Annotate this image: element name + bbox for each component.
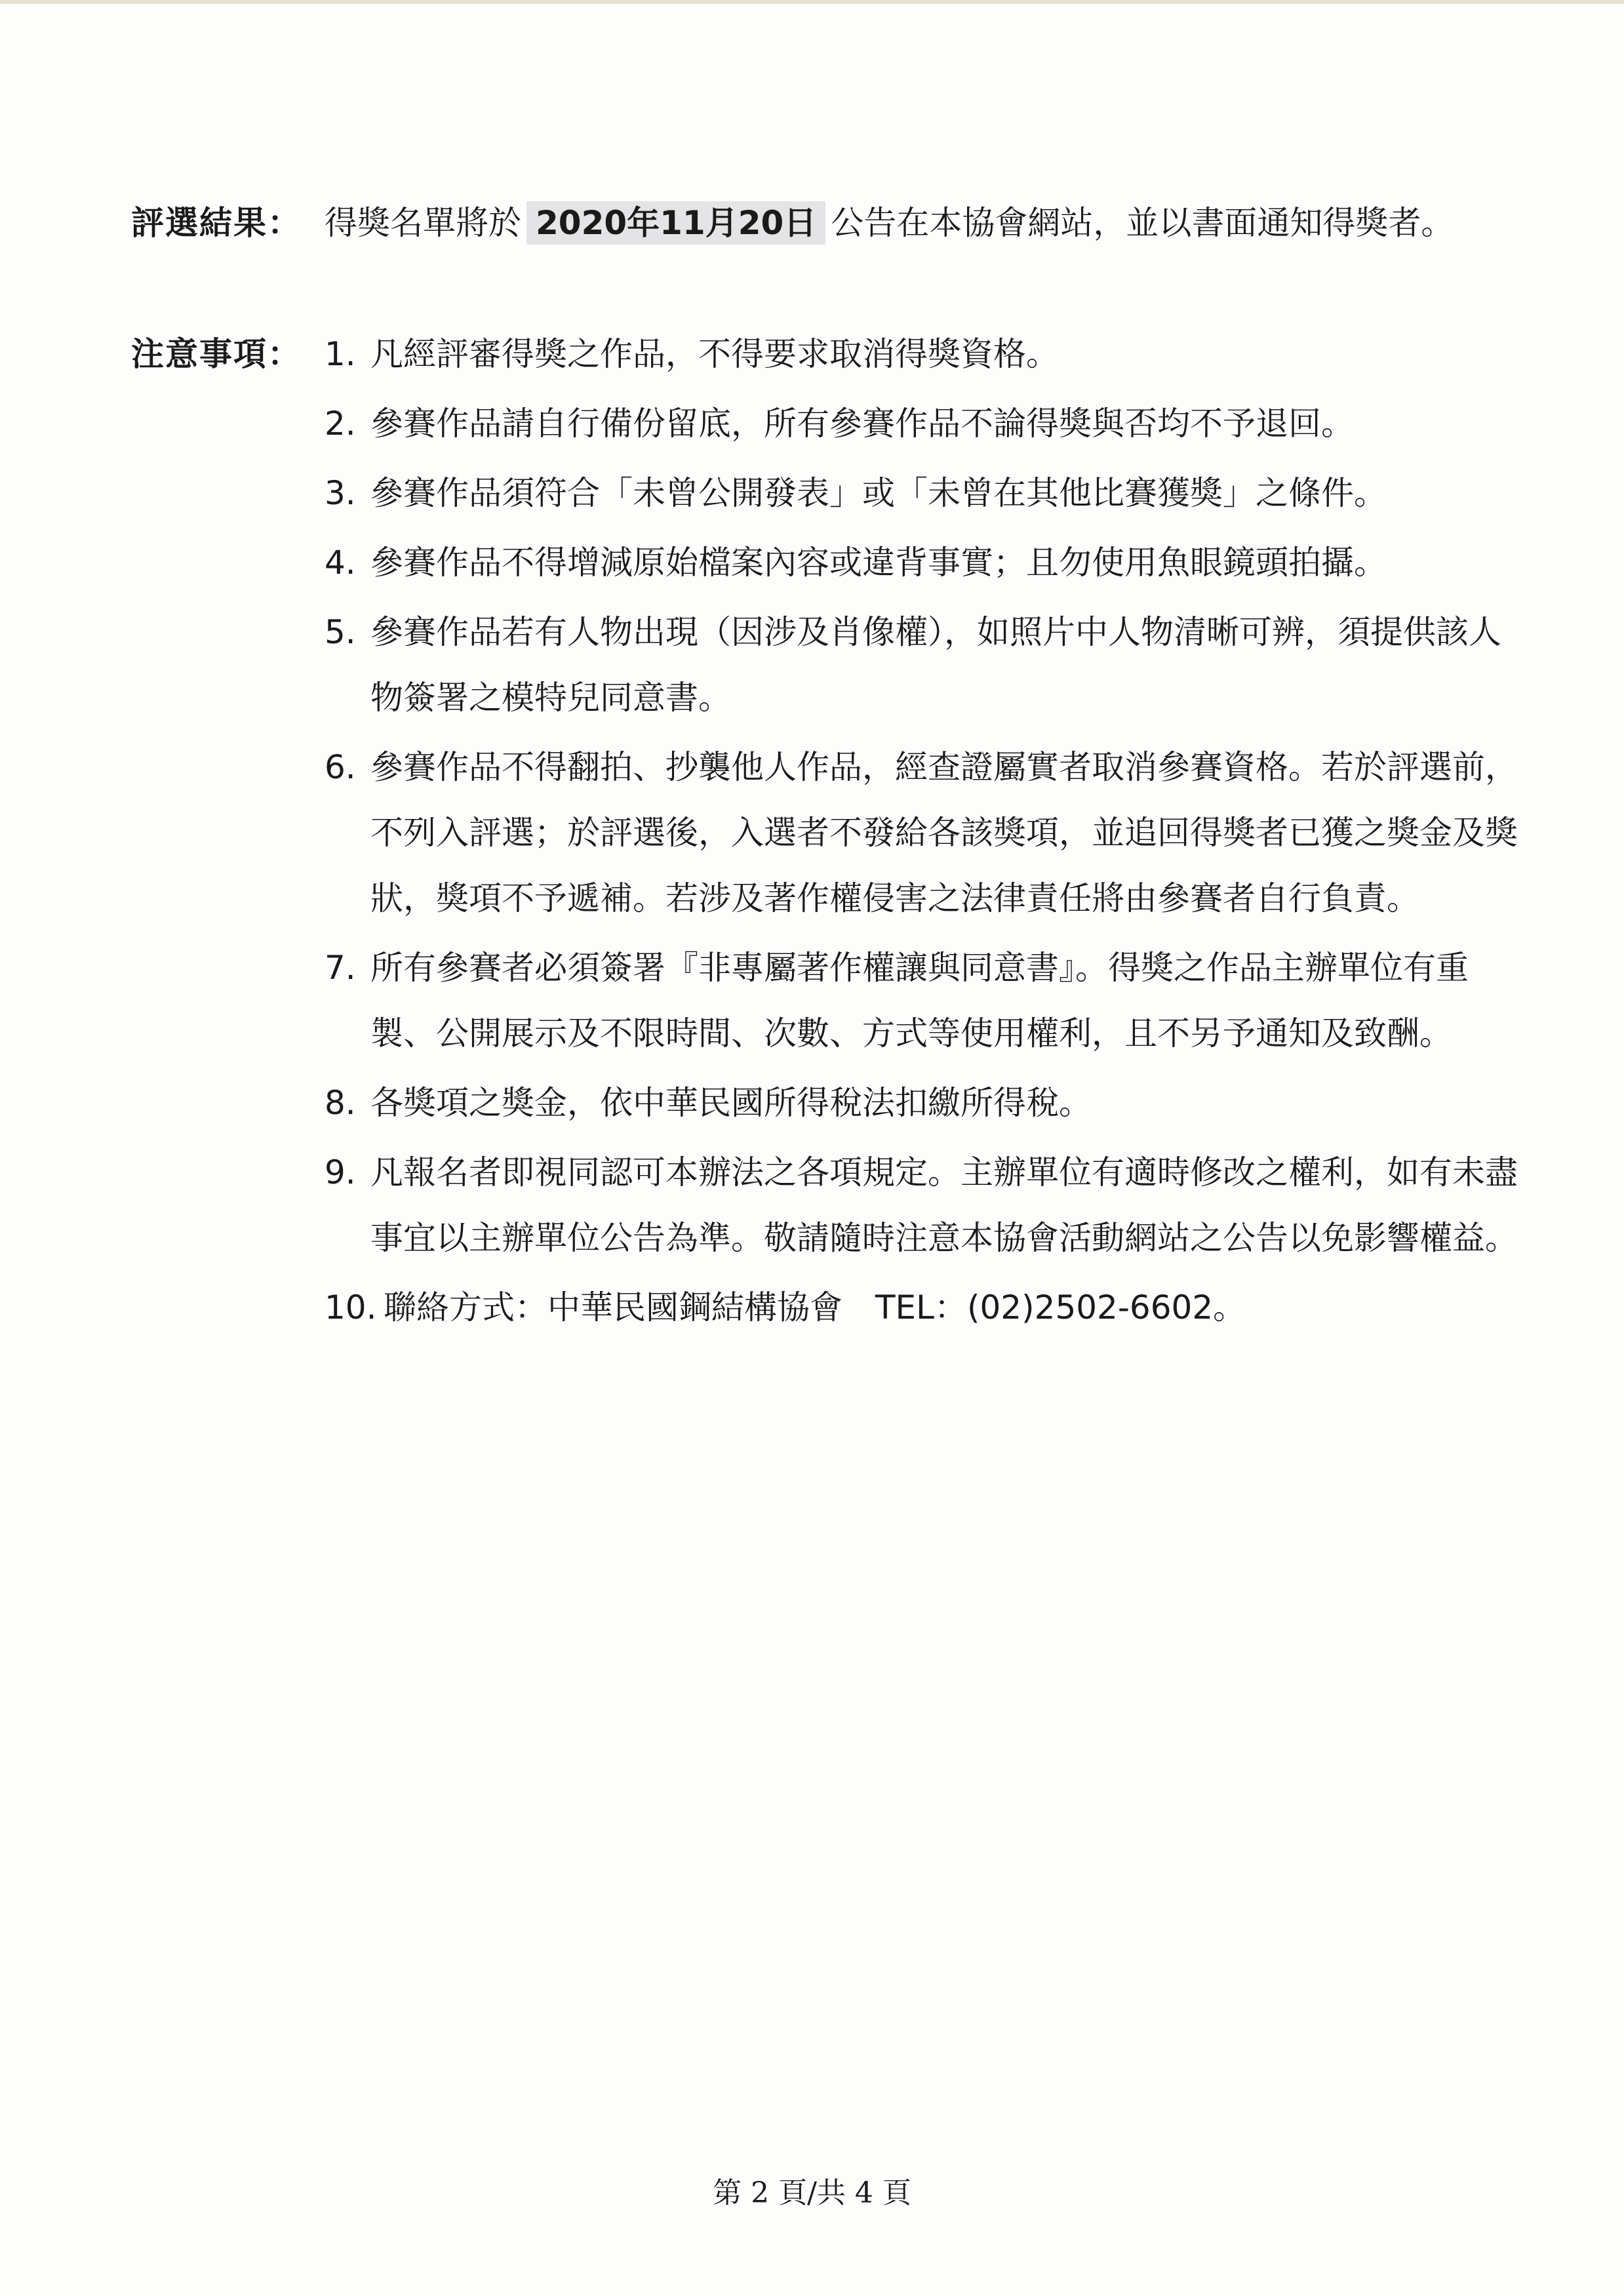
note-text: 參賽作品若有人物出現（因涉及肖像權），如照片中人物清晰可辨，須提供該人物簽署之模特兒同意書。 — [370, 613, 1501, 717]
announcement-date: 2020年11月20日 — [526, 201, 825, 245]
note-number: 9. — [325, 1153, 356, 1191]
notes-label: 注意事項： — [131, 335, 302, 373]
note-text: 參賽作品不得增減原始檔案內容或違背事實；且勿使用魚眼鏡頭拍攝。 — [370, 544, 1387, 582]
note-item — [325, 599, 1531, 730]
note-text: 參賽作品不得翻拍、抄襲他人作品，經查證屬實者取消參賽資格。若於評選前，不列入評選；於評選後，入選者不發給各該獎項，並追回得獎者已獲之獎金及獎狀，獎項不予遞補。若涉及著作權侵害之法律責任將由參賽者自行負責。 — [370, 748, 1518, 917]
note-item — [325, 460, 1531, 526]
note-number: 10. — [325, 1288, 377, 1327]
note-item — [325, 1140, 1531, 1271]
results-section — [131, 197, 1521, 308]
page-number-footer: 第 2 頁/共 4 頁 — [713, 2176, 911, 2210]
note-item — [325, 391, 1531, 456]
note-text: 凡報名者即視同認可本辦法之各項規定。主辦單位有適時修改之權利，如有未盡事宜以主辦單位公告為準。敬請隨時注意本協會活動網站之公告以免影響權益。 — [370, 1153, 1518, 1257]
note-item — [325, 1275, 1531, 1340]
note-item — [325, 321, 1531, 387]
note-text: 聯絡方式：中華民國鋼結構協會 TEL：(02)2502-6602。 — [384, 1288, 1246, 1327]
results-text-after: 公告在本協會網站，並以書面通知得獎者。 — [831, 204, 1454, 242]
results-text-before: 得獎名單將於 — [325, 204, 521, 242]
note-text: 凡經評審得獎之作品，不得要求取消得獎資格。 — [370, 335, 1059, 373]
note-text: 參賽作品請自行備份留底，所有參賽作品不論得獎與否均不予退回。 — [370, 405, 1354, 443]
note-item — [325, 530, 1531, 595]
note-number: 7. — [325, 949, 356, 987]
note-item — [325, 734, 1531, 931]
note-item — [325, 935, 1531, 1066]
notes-list — [325, 321, 1531, 1344]
note-number: 1. — [325, 335, 356, 373]
notes-section — [131, 321, 1521, 1567]
note-text: 參賽作品須符合「未曾公開發表」或「未曾在其他比賽獲獎」之條件。 — [370, 474, 1387, 512]
results-label: 評選結果： — [131, 204, 302, 242]
note-number: 4. — [325, 544, 356, 582]
note-item — [325, 1070, 1531, 1136]
note-number: 3. — [325, 474, 356, 512]
note-number: 6. — [325, 748, 356, 786]
note-number: 2. — [325, 405, 356, 443]
scan-edge — [0, 0, 1624, 4]
note-text: 各獎項之獎金，依中華民國所得稅法扣繳所得稅。 — [370, 1084, 1092, 1122]
results-body — [325, 197, 1528, 249]
note-text: 所有參賽者必須簽署『非專屬著作權讓與同意書』。得獎之作品主辦單位有重製、公開展示及不限時間、次數、方式等使用權利，且不另予通知及致酬。 — [370, 949, 1469, 1052]
note-number: 8. — [325, 1084, 356, 1122]
note-number: 5. — [325, 613, 356, 651]
